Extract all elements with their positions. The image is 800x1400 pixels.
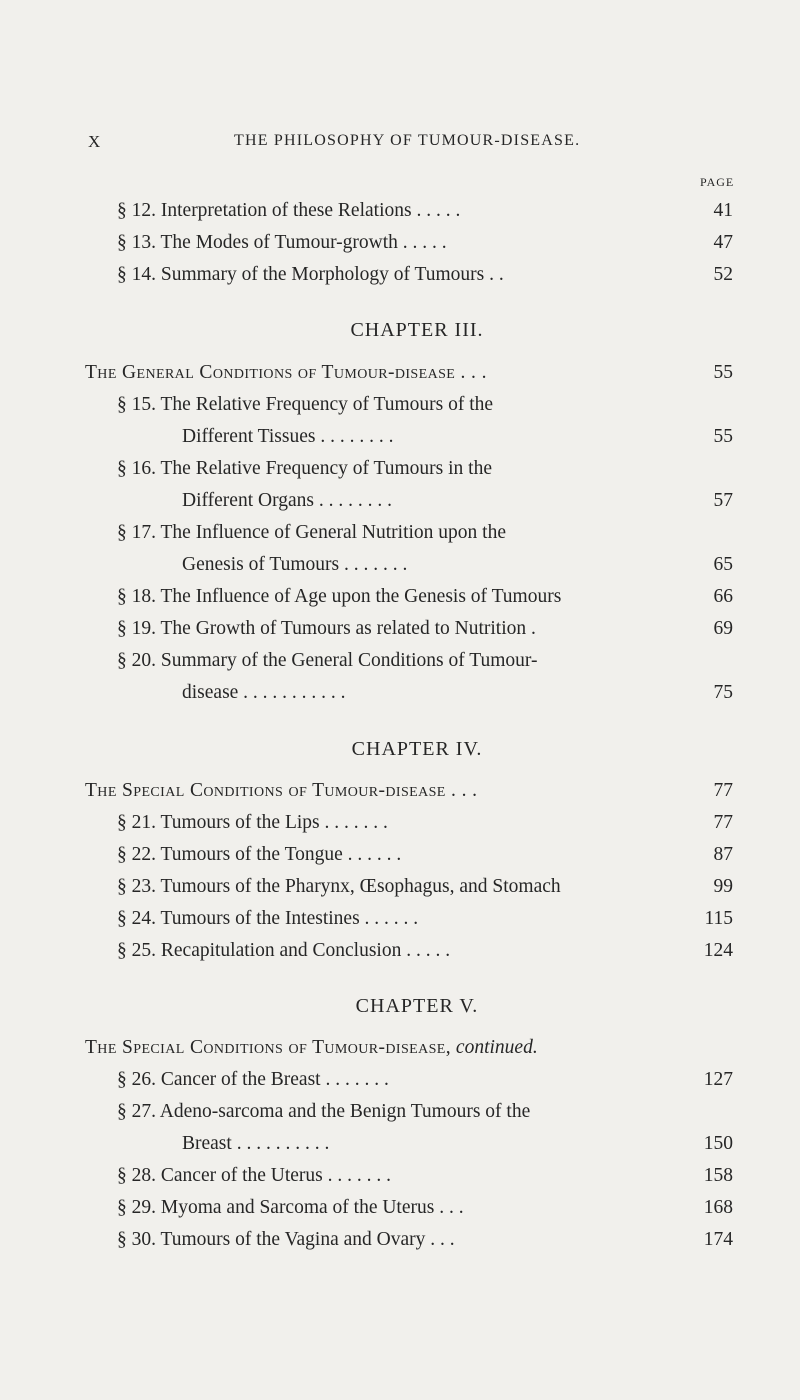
part-title-page: 77: [713, 780, 733, 801]
toc-entry: [117, 1225, 733, 1255]
toc-entry-text: § 12. Interpretation of these Relations . . . . .: [117, 200, 461, 221]
toc-entry: [182, 550, 733, 580]
chapter-heading: [0, 738, 800, 761]
toc-entry-text: § 20. Summary of the General Conditions of Tumour-: [117, 650, 538, 671]
toc-entry-text: § 25. Recapitulation and Conclusion . . . . .: [117, 940, 451, 961]
toc-entry: [117, 808, 733, 838]
part-title: [85, 358, 733, 388]
toc-entry: [182, 1129, 733, 1159]
part-title-text: The Special Conditions of Tumour-disease . . .: [85, 780, 478, 801]
toc-entry-text: § 22. Tumours of the Tongue . . . . . .: [117, 844, 402, 865]
page-column-label: PAGE: [700, 175, 735, 189]
toc-entry-page: 124: [703, 940, 733, 961]
toc-entry: [117, 904, 733, 934]
toc-entry: [117, 646, 733, 676]
toc-entry: [117, 1097, 733, 1127]
toc-entry-page: 75: [713, 682, 733, 703]
toc-entry-page: 174: [703, 1229, 733, 1250]
toc-entry-page: 65: [713, 554, 733, 575]
toc-entry-text: § 13. The Modes of Tumour-growth . . . . .: [117, 232, 447, 253]
toc-entry-text: § 29. Myoma and Sarcoma of the Uterus . . .: [117, 1197, 464, 1218]
running-header: [88, 132, 708, 156]
page-number-roman: X: [88, 132, 101, 151]
toc-entry-page: 66: [713, 586, 733, 607]
part-title: [85, 776, 733, 806]
toc-entry-page: 87: [713, 844, 733, 865]
toc-entry-page: 158: [703, 1165, 733, 1186]
chapter-heading-text: CHAPTER III.: [350, 319, 484, 341]
toc-entry-text: § 17. The Influence of General Nutrition upon the: [117, 522, 506, 543]
chapter-heading-text: CHAPTER IV.: [351, 738, 483, 760]
toc-entry-text: Different Organs . . . . . . . .: [182, 490, 392, 511]
toc-entry-text: § 24. Tumours of the Intestines . . . . . .: [117, 908, 419, 929]
toc-entry-text: § 27. Adeno-sarcoma and the Benign Tumours of the: [117, 1101, 531, 1122]
part-title-text: The Special Conditions of Tumour-disease,: [85, 1037, 452, 1058]
toc-entry: [117, 1193, 733, 1223]
part-title-page: 55: [713, 362, 733, 383]
toc-entry-text: Genesis of Tumours . . . . . . .: [182, 554, 408, 575]
toc-entry-text: § 14. Summary of the Morphology of Tumours . .: [117, 264, 504, 285]
chapter-heading: [0, 319, 800, 342]
toc-entry-text: § 26. Cancer of the Breast . . . . . . .: [117, 1069, 389, 1090]
chapter-heading: [0, 995, 800, 1018]
toc-entry: [117, 1161, 733, 1191]
toc-entry: [117, 454, 733, 484]
part-title-suffix: continued.: [455, 1037, 538, 1058]
toc-entry: [117, 1065, 733, 1095]
toc-entry-text: § 30. Tumours of the Vagina and Ovary . . .: [117, 1229, 455, 1250]
toc-entry: [182, 486, 733, 516]
toc-entry-text: Different Tissues . . . . . . . .: [182, 426, 394, 447]
toc-entry-page: 150: [703, 1133, 733, 1154]
toc-entry-text: § 28. Cancer of the Uterus . . . . . . .: [117, 1165, 392, 1186]
toc-entry-page: 52: [713, 264, 733, 285]
toc-entry-page: 99: [713, 876, 733, 897]
toc-entry-page: 47: [713, 232, 733, 253]
toc-entry-page: 77: [713, 812, 733, 833]
toc-entry-page: 168: [703, 1197, 733, 1218]
toc-entry: [117, 936, 733, 966]
toc-entry-text: disease . . . . . . . . . . .: [182, 682, 346, 703]
toc-entry-page: 69: [713, 618, 733, 639]
toc-entry-page: 55: [713, 426, 733, 447]
toc-entry: [117, 840, 733, 870]
toc-entry: [117, 228, 733, 258]
part-title: [85, 1033, 733, 1063]
toc-entry-text: Breast . . . . . . . . . .: [182, 1133, 330, 1154]
toc-entry-page: 115: [704, 908, 733, 929]
toc-entry-text: § 18. The Influence of Age upon the Genesis of Tumours: [117, 586, 562, 607]
toc-entry: [117, 196, 733, 226]
toc-entry: [182, 678, 733, 708]
toc-entry: [117, 260, 733, 290]
toc-entry: [117, 582, 733, 612]
toc-entry-text: § 23. Tumours of the Pharynx, Œsophagus, and Stomach: [117, 876, 561, 897]
toc-entry-page: 41: [713, 200, 733, 221]
toc-entry: [117, 872, 733, 902]
running-title: THE PHILOSOPHY OF TUMOUR-DISEASE.: [234, 132, 581, 149]
toc-entry: [117, 518, 733, 548]
toc-entry: [117, 614, 733, 644]
toc-entry-text: § 19. The Growth of Tumours as related to Nutrition .: [117, 618, 536, 639]
toc-entry-page: 127: [703, 1069, 733, 1090]
toc-entry: [117, 390, 733, 420]
chapter-heading-text: CHAPTER V.: [355, 995, 479, 1017]
toc-entry-text: § 15. The Relative Frequency of Tumours of the: [117, 394, 494, 415]
part-title-text: The General Conditions of Tumour-disease . . .: [85, 362, 487, 383]
toc-entry: [182, 422, 733, 452]
toc-entry-text: § 16. The Relative Frequency of Tumours in the: [117, 458, 492, 479]
toc-entry-text: § 21. Tumours of the Lips . . . . . . .: [117, 812, 388, 833]
toc-entry-page: 57: [713, 490, 733, 511]
